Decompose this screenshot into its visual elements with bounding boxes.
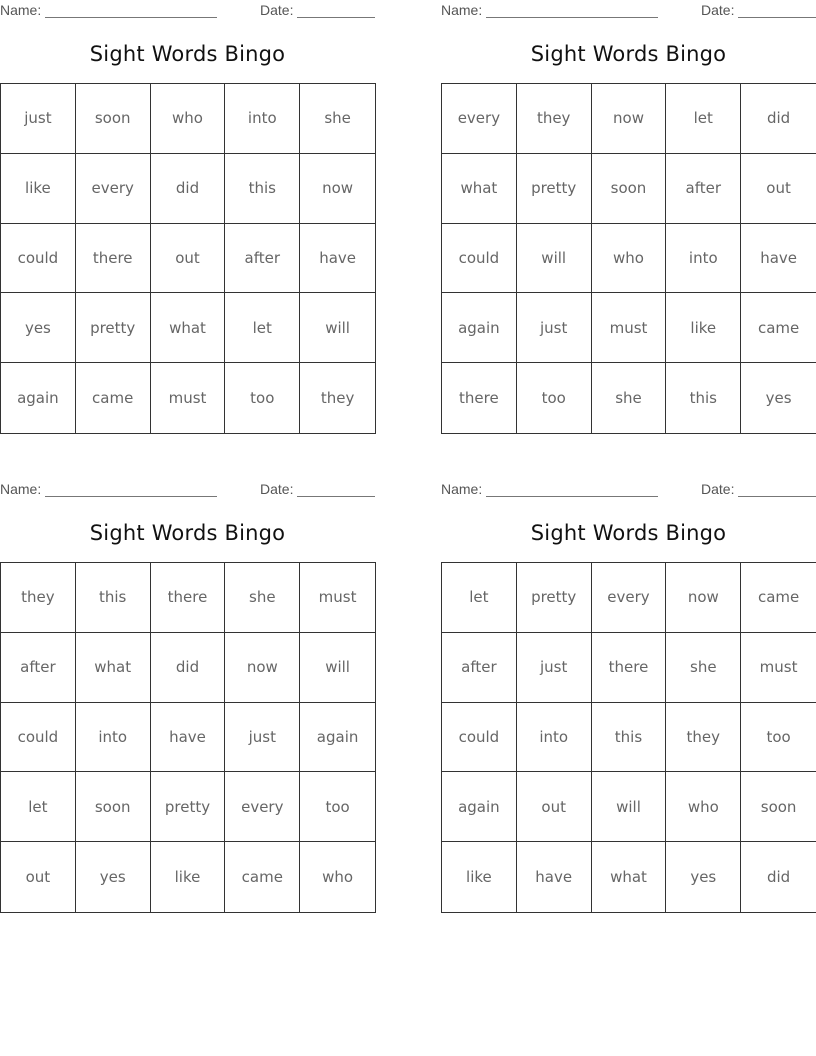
name-date-row [441,481,816,497]
name-date-row [0,2,375,18]
bingo-cell: pretty [517,563,592,633]
bingo-cell: like [666,293,741,363]
bingo-grid [441,83,816,434]
bingo-cell: like [151,842,226,912]
date-label: Date: [701,481,735,497]
bingo-cell: came [76,363,151,433]
date-write-line[interactable] [297,17,375,18]
name-label: Name: [0,481,42,497]
bingo-cell: there [592,633,667,703]
bingo-cell: into [225,84,300,154]
bingo-cell: just [517,293,592,363]
bingo-cell: into [76,703,151,773]
bingo-cell: yes [1,293,76,363]
bingo-cell: they [1,563,76,633]
bingo-cell: too [741,703,816,773]
bingo-cell: just [225,703,300,773]
bingo-cell: they [517,84,592,154]
name-write-line[interactable] [486,496,658,497]
bingo-cell: could [1,703,76,773]
bingo-cell: who [666,772,741,842]
date-write-line[interactable] [297,496,375,497]
bingo-cell: what [151,293,226,363]
name-label: Name: [0,2,42,18]
bingo-cell: after [225,224,300,294]
bingo-cell: soon [76,84,151,154]
bingo-cell: now [592,84,667,154]
bingo-cell: every [442,84,517,154]
bingo-grid [0,83,376,434]
name-date-row [0,481,375,497]
bingo-cell: have [517,842,592,912]
bingo-cell: again [300,703,375,773]
bingo-grid [441,562,816,913]
bingo-cell: she [225,563,300,633]
bingo-cell: soon [76,772,151,842]
bingo-cell: what [76,633,151,703]
bingo-cell: they [320,389,355,408]
bingo-cell: must [741,633,816,703]
bingo-cell: yes [76,842,151,912]
date-label: Date: [701,2,735,18]
bingo-cell: again [1,363,76,433]
bingo-cell: this [592,703,667,773]
name-date-row [441,2,816,18]
bingo-cell: will [592,772,667,842]
bingo-cell: too [225,363,300,433]
bingo-cell: out [517,772,592,842]
bingo-cell: this [666,363,741,433]
name-write-line[interactable] [486,17,658,18]
bingo-cell: there [151,563,226,633]
bingo-cell: like [1,154,76,224]
bingo-cell: now [225,633,300,703]
bingo-cell: what [442,154,517,224]
bingo-cell: out [1,842,76,912]
bingo-cell: let [666,84,741,154]
bingo-cell: let [1,772,76,842]
bingo-cell: again [442,772,517,842]
name-label: Name: [441,2,483,18]
bingo-cell: who [151,84,226,154]
date-write-line[interactable] [738,496,816,497]
card-title: Sight Words Bingo [89,521,286,545]
bingo-cell: there [76,224,151,294]
bingo-cell: pretty [151,772,226,842]
bingo-cell: this [225,154,300,224]
bingo-grid [0,562,376,913]
bingo-cell: after [1,633,76,703]
bingo-cell: must [300,563,375,633]
bingo-cell: into [517,703,592,773]
bingo-cell: just [1,84,76,154]
bingo-cell: too [300,772,375,842]
bingo-cell: every [592,563,667,633]
bingo-cell: soon [592,154,667,224]
bingo-cell: soon [741,772,816,842]
bingo-cell: must [151,363,226,433]
bingo-cell: after [442,633,517,703]
bingo-cell: now [300,154,375,224]
name-write-line[interactable] [45,17,217,18]
bingo-cell: have [741,224,816,294]
card-title: Sight Words Bingo [530,521,727,545]
bingo-cell: let [225,293,300,363]
bingo-cell: have [300,224,375,294]
bingo-cell: again [442,293,517,363]
bingo-cell: will [300,293,375,363]
bingo-cell: did [151,154,226,224]
bingo-cell: just [517,633,592,703]
bingo-cell: did [766,868,791,887]
date-label: Date: [260,481,294,497]
bingo-cell: there [442,363,517,433]
bingo-cell: this [76,563,151,633]
bingo-cell: every [76,154,151,224]
bingo-cell: what [592,842,667,912]
bingo-cell: who [592,224,667,294]
date-write-line[interactable] [738,17,816,18]
bingo-cell: she [300,84,375,154]
bingo-cell: could [1,224,76,294]
bingo-cell: will [517,224,592,294]
bingo-cell: yes [666,842,741,912]
bingo-cell: like [442,842,517,912]
bingo-cell: now [666,563,741,633]
bingo-cell: yes [765,389,792,408]
bingo-cell: will [300,633,375,703]
bingo-cell: she [592,363,667,433]
bingo-cell: came [741,293,816,363]
bingo-cell: out [151,224,226,294]
bingo-cell: too [517,363,592,433]
bingo-cell: could [442,224,517,294]
bingo-cell: did [741,84,816,154]
bingo-cell: came [225,842,300,912]
card-title: Sight Words Bingo [89,42,286,66]
bingo-cell: pretty [76,293,151,363]
bingo-cell: who [322,868,354,887]
bingo-cell: have [151,703,226,773]
bingo-cell: could [442,703,517,773]
bingo-cell: they [666,703,741,773]
bingo-cell: must [592,293,667,363]
card-title: Sight Words Bingo [530,42,727,66]
bingo-cell: she [666,633,741,703]
bingo-cell: after [666,154,741,224]
bingo-cell: pretty [517,154,592,224]
bingo-cell: did [151,633,226,703]
name-write-line[interactable] [45,496,217,497]
name-label: Name: [441,481,483,497]
bingo-cell: out [741,154,816,224]
bingo-cell: came [741,563,816,633]
bingo-cell: let [442,563,517,633]
bingo-cell: into [666,224,741,294]
bingo-cell: every [225,772,300,842]
date-label: Date: [260,2,294,18]
